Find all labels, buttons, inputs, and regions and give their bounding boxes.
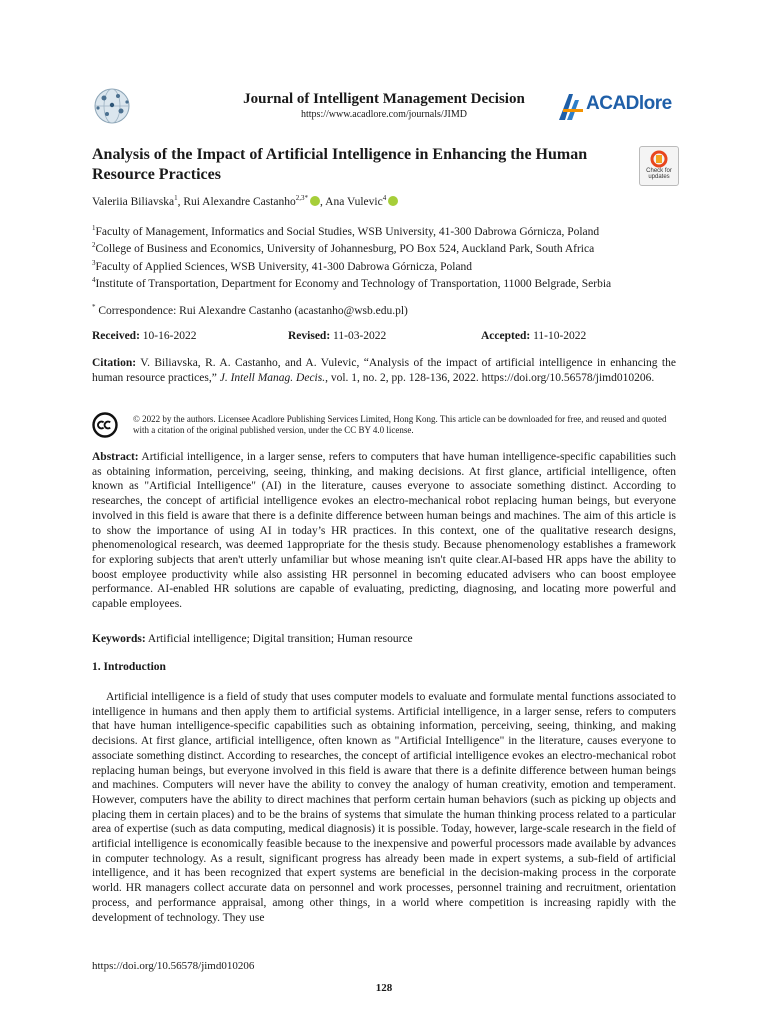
acadlore-mark-icon — [557, 92, 587, 122]
abstract-text: Artificial intelligence, in a larger sense, refers to computers that have human intelligence-specific capabilities such as obtaining information, perceiving, seeing, thinking, and making decisions. At first glance, artificial intelligence, often known as "Artificial Intelligence" (AI) in the literature, causes everyone to associate something distinct. According to researches, the concept of artificial intelligence evokes an electro-mechanical robot replacing human beings, but everyone involved in this field is aware that there is a definite difference between human beings and machines. The aim of this article is to show the importance of using AI in today’s HR practices. In this context, one of the qualitative research designs, phenomenological research, was deemed 1appropriate for the thesis study. Because phenomenology establishes a framework for exploring subjects that aren't utterly unfamiliar but whose meaning isn't quite clear.AI-based HR apps have the ability to boost employee productivity while also assisting HR personnel in becoming educated advisers who can boost employee performance. AI-enabled HR solutions are capable of evaluating, predicting, diagnosing, and locating more powerful and capable employees. — [92, 451, 676, 611]
citation-post: , vol. 1, no. 2, pp. 128-136, 2022. https://doi.org/10.56578/jimd010206. — [325, 372, 655, 384]
journal-title: Journal of Intelligent Management Decision — [243, 91, 525, 107]
correspondence-mark: * — [92, 303, 96, 311]
revised-label: Revised: — [288, 330, 331, 342]
orcid-icon[interactable] — [388, 196, 398, 206]
affiliation-text: Institute of Transportation, Department for Economy and Technology of Transportation, 11000 Belgrade, Serbia — [95, 277, 612, 290]
received-value: 10-16-2022 — [142, 330, 197, 342]
received-label: Received: — [92, 330, 140, 342]
check-updates-label: Check for updates — [646, 168, 672, 180]
affiliation-item — [92, 222, 672, 239]
correspondence-text: Correspondence: Rui Alexandre Castanho (acastanho@wsb.edu.pl) — [98, 304, 408, 317]
affiliation-item — [92, 274, 672, 291]
affiliation-text: College of Business and Economics, University of Johannesburg, PO Box 524, Auckland Park, South Africa — [95, 243, 595, 256]
author-name: Valeriia Biliavska — [92, 195, 175, 208]
section-heading: 1. Introduction — [92, 661, 166, 673]
revised-value: 11-03-2022 — [333, 330, 387, 342]
acadlore-logo — [557, 92, 675, 122]
footer-doi[interactable]: https://doi.org/10.56578/jimd010206 — [92, 960, 255, 972]
page-number: 128 — [375, 982, 393, 994]
author-sup: 4 — [382, 194, 387, 202]
accepted-value: 11-10-2022 — [533, 330, 587, 342]
license-text: © 2022 by the authors. Licensee Acadlore Publishing Services Limited, Hong Kong. This article can be downloaded for free, and reused and quoted with a citation of the original published version, under the CC BY 4.0 license. — [133, 414, 667, 435]
affiliation-num: 4 — [92, 275, 96, 284]
citation — [92, 356, 676, 386]
keywords-text: Artificial intelligence; Digital transition; Human resource — [147, 633, 413, 645]
affiliation-text: Faculty of Management, Informatics and Social Studies, WSB University, 41-300 Dabrowa Górnicza, Poland — [95, 225, 600, 238]
affiliations — [92, 222, 672, 291]
affiliation-text: Faculty of Applied Sciences, WSB University, 41-300 Dabrowa Górnicza, Poland — [95, 260, 473, 273]
introduction-paragraph: Artificial intelligence is a field of study that uses computer models to evaluate and formulate mental functions associated to intelligence in humans and then apply them to artificial systems. Artificial intelligence, in a larger sense, refers to computers that have human intelligence-specific capabilities such as obtaining information, perceiving, seeing, thinking, and making decisions. At first glance, artificial intelligence, often known as "Artificial Intelligence" in the literature, causes everyone to associate something distinct. According to researches, the concept of artificial intelligence evokes an electro-mechanical robot replacing human beings, but everyone involved in this field is aware that there is a definite difference between human beings and machines. Computers will never have the ability to convey the analogy of human creativity, emotion and temperament. However, computers have the ability to direct machines that perform certain human behaviors (such as picking up objects and placing them in certain places) and to be the brains of systems that simulate the human thinking process related to a particular area of expertise (such as data computing, medical diagnosis) it is possible. Today, however, large-scale research in the field of artificial intelligence is economically feasible because to the inexpensive and powerful processors made available by advances in computer technology. As a result, significant progress has already been made in expert systems, a sub-field of artificial intelligence, and it has been recognized that expert systems are beneficial in the decision-making process in the corporate world. HR managers collect accurate data on personnel and work processes, personnel training and recruitment, orientation process, and performance appraisal, among other things, in a world where competition is increasing rapidly with the development of technology. They use — [92, 691, 676, 924]
journal-url[interactable]: https://www.acadlore.com/journals/JIMD — [301, 109, 467, 120]
correspondence — [92, 303, 408, 317]
keywords — [92, 633, 413, 645]
citation-label: Citation: — [92, 357, 137, 369]
check-updates-icon — [640, 149, 678, 169]
received-date — [92, 330, 196, 342]
check-for-updates-badge[interactable] — [639, 146, 679, 186]
orcid-icon[interactable] — [310, 196, 320, 206]
affiliation-item — [92, 239, 672, 256]
citation-pre: V. Biliavska, R. A. Castanho, and A. Vulevic, “Analysis of the impact of artificial intelligence in enhancing the human resource practices,” — [92, 357, 676, 384]
affiliation-num: 1 — [92, 224, 96, 232]
keywords-label: Keywords: — [92, 633, 146, 645]
revised-date — [288, 330, 386, 342]
creative-commons-icon[interactable] — [92, 412, 118, 438]
author-list: Valeriia Biliavska$^1$, Rui Alexandre Castanho$^{2,3*}$ , Ana Vulevic$^4$ — [92, 194, 398, 208]
author-sup: 2,3* — [295, 194, 309, 202]
abstract — [92, 450, 676, 612]
author-name: Ana Vulevic — [325, 195, 383, 208]
affiliation-num: 2 — [92, 241, 96, 250]
article-title: Analysis of the Impact of Artificial Intelligence in Enhancing the Human Resource Practices — [92, 146, 588, 183]
accepted-label: Accepted: — [481, 330, 531, 342]
accepted-date — [481, 330, 586, 342]
author-sup: 1 — [174, 194, 178, 202]
abstract-label: Abstract: — [92, 451, 139, 463]
acadlore-wordmark: ACADlore — [586, 93, 672, 114]
author-name: Rui Alexandre Castanho — [183, 195, 296, 208]
affiliation-item — [92, 257, 672, 274]
citation-journal: J. Intell Manag. Decis. — [219, 372, 326, 384]
affiliation-num: 3 — [92, 258, 96, 267]
